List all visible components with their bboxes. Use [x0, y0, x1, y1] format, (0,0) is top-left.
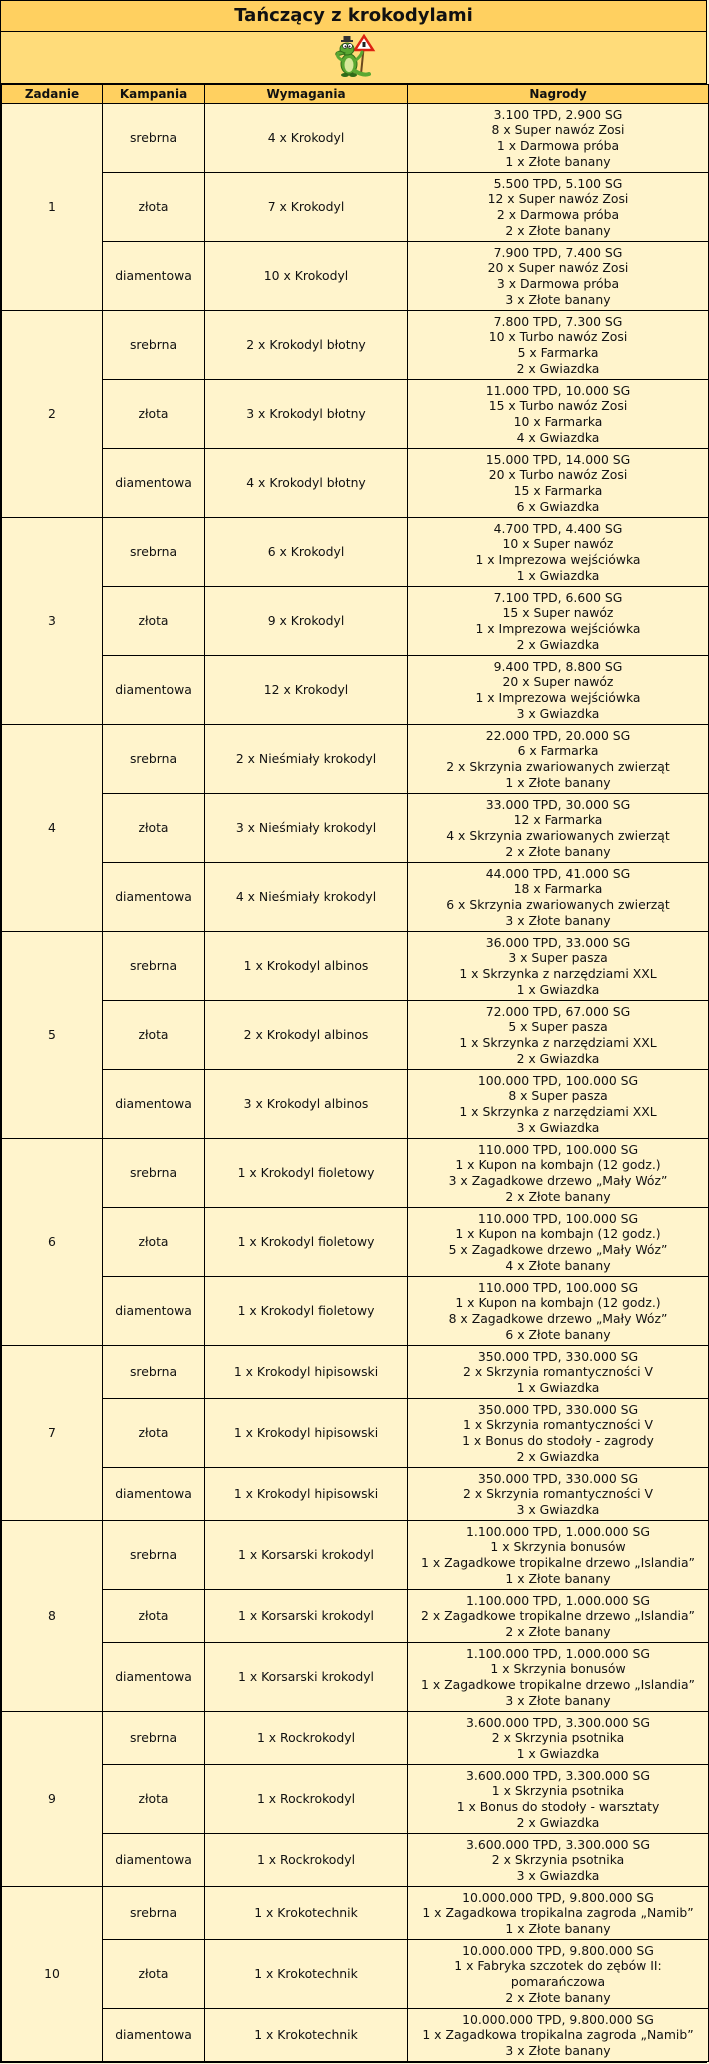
- rewards-table: [1, 84, 709, 2062]
- requirement-cell: 1 x Rockrokodyl: [205, 1834, 408, 1887]
- reward-line: 2 x Złote banany: [505, 1989, 611, 2005]
- rewards-cell: [408, 1468, 709, 1521]
- reward-line: 3 x Gwiazdka: [516, 1867, 600, 1883]
- campaign-cell: srebrna: [103, 725, 205, 794]
- task-number: 6: [2, 1139, 103, 1346]
- rewards-cell: [408, 656, 709, 725]
- table-row: [2, 1765, 709, 1834]
- reward-line: 2 x Złote banany: [505, 1188, 611, 1204]
- campaign-cell: złota: [103, 1590, 205, 1643]
- reward-line: 8 x Super pasza: [508, 1088, 608, 1104]
- reward-line: 15 x Farmarka: [513, 483, 603, 498]
- table-row: [2, 449, 709, 518]
- table-row: [2, 173, 709, 242]
- task-number: 7: [2, 1346, 103, 1521]
- rewards-cell: [408, 242, 709, 311]
- reward-line: 3 x Zagadkowe drzewo „Mały Wóz”: [448, 1173, 668, 1188]
- requirement-cell: 1 x Krokodyl fioletowy: [205, 1277, 408, 1346]
- reward-line: 1 x Skrzynka z narzędziami XXL: [459, 1035, 657, 1050]
- reward-line: 2 x Skrzynia romantyczności V: [463, 1364, 653, 1380]
- requirement-cell: 12 x Krokodyl: [205, 656, 408, 725]
- reward-line: 110.000 TPD, 100.000 SG: [477, 1279, 639, 1295]
- table-row: [2, 1521, 709, 1590]
- table-row: [2, 1208, 709, 1277]
- task-number: 4: [2, 725, 103, 932]
- requirement-cell: 6 x Krokodyl: [205, 518, 408, 587]
- campaign-cell: srebrna: [103, 104, 205, 173]
- reward-line: 1 x Zagadkowa tropikalna zagroda „Namib”: [422, 2027, 694, 2043]
- requirement-cell: 1 x Krokotechnik: [205, 2009, 408, 2062]
- rewards-cell: [408, 380, 709, 449]
- rewards-cell: [408, 725, 709, 794]
- requirement-cell: 1 x Krokodyl fioletowy: [205, 1139, 408, 1208]
- reward-line: 3 x Złote banany: [505, 912, 611, 928]
- rewards-cell: [408, 1643, 709, 1712]
- reward-line: 3 x Super pasza: [508, 950, 608, 966]
- requirement-cell: 3 x Krokodyl albinos: [205, 1070, 408, 1139]
- reward-line: 10 x Farmarka: [513, 414, 603, 429]
- rewards-cell: [408, 863, 709, 932]
- reward-line: 1 x Skrzynia bonusów: [490, 1661, 626, 1677]
- rewards-cell: [408, 587, 709, 656]
- requirement-cell: 1 x Krokodyl fioletowy: [205, 1208, 408, 1277]
- table-row: [2, 1001, 709, 1070]
- campaign-cell: diamentowa: [103, 863, 205, 932]
- reward-line: 1 x Imprezowa wejściówka: [475, 552, 641, 567]
- campaign-cell: diamentowa: [103, 2009, 205, 2062]
- campaign-cell: złota: [103, 587, 205, 656]
- reward-line: 5 x Farmarka: [517, 345, 599, 360]
- table-row: [2, 311, 709, 380]
- reward-line: 1 x Imprezowa wejściówka: [475, 621, 641, 636]
- reward-line: 22.000 TPD, 20.000 SG: [485, 727, 631, 743]
- reward-line: 350.000 TPD, 330.000 SG: [477, 1470, 639, 1486]
- page-title: Tańczący z krokodylami: [1, 1, 706, 32]
- table-row: [2, 587, 709, 656]
- reward-line: 1 x Kupon na kombajn (12 godz.): [455, 1157, 661, 1173]
- campaign-cell: diamentowa: [103, 1070, 205, 1139]
- table-row: [2, 1070, 709, 1139]
- campaign-cell: srebrna: [103, 311, 205, 380]
- campaign-cell: srebrna: [103, 1521, 205, 1590]
- reward-line: 1.100.000 TPD, 1.000.000 SG: [466, 1645, 650, 1661]
- rewards-cell: [408, 1590, 709, 1643]
- table-row: [2, 1468, 709, 1521]
- reward-line: 5 x Zagadkowe drzewo „Mały Wóz”: [448, 1242, 668, 1257]
- campaign-cell: złota: [103, 173, 205, 242]
- reward-line: 3.600.000 TPD, 3.300.000 SG: [466, 1767, 650, 1783]
- campaign-cell: srebrna: [103, 1139, 205, 1208]
- table-row: [2, 725, 709, 794]
- requirement-cell: 2 x Krokodyl błotny: [205, 311, 408, 380]
- rewards-cell: [408, 1139, 709, 1208]
- reward-line: 15 x Turbo nawóz Zosi: [488, 398, 628, 414]
- reward-line: 3.600.000 TPD, 3.300.000 SG: [466, 1836, 650, 1852]
- reward-line: 20 x Super nawóz: [502, 674, 614, 690]
- reward-line: 8 x Zagadkowe drzewo „Mały Wóz”: [448, 1311, 668, 1326]
- reward-line: 3 x Złote banany: [505, 291, 611, 307]
- reward-line: 72.000 TPD, 67.000 SG: [485, 1003, 631, 1019]
- campaign-cell: diamentowa: [103, 1834, 205, 1887]
- reward-line: 1 x Zagadkowa tropikalna zagroda „Namib”: [422, 1905, 694, 1921]
- reward-line: 3 x Złote banany: [505, 2042, 611, 2058]
- reward-line: 1 x Imprezowa wejściówka: [475, 690, 641, 705]
- rewards-cell: [408, 1765, 709, 1834]
- table-row: [2, 518, 709, 587]
- requirement-cell: 1 x Krokodyl hipisowski: [205, 1346, 408, 1399]
- task-number: 9: [2, 1712, 103, 1887]
- reward-line: 5.500 TPD, 5.100 SG: [493, 175, 623, 191]
- reward-line: 2 x Skrzynia psotnika: [491, 1852, 625, 1868]
- reward-line: 1 x Skrzynka z narzędziami XXL: [459, 966, 657, 981]
- reward-line: 2 x Złote banany: [505, 1623, 611, 1639]
- reward-line: 1.100.000 TPD, 1.000.000 SG: [466, 1523, 650, 1539]
- reward-line: 10 x Super nawóz: [502, 536, 614, 552]
- reward-line: 350.000 TPD, 330.000 SG: [477, 1401, 639, 1417]
- column-header-requirements: Wymagania: [205, 85, 408, 104]
- reward-line: 4 x Złote banany: [505, 1257, 611, 1273]
- requirement-cell: 1 x Rockrokodyl: [205, 1765, 408, 1834]
- campaign-cell: złota: [103, 1940, 205, 2009]
- reward-line: 1 x Gwiazdka: [516, 1379, 600, 1395]
- reward-line: 33.000 TPD, 30.000 SG: [485, 796, 631, 812]
- requirement-cell: 1 x Rockrokodyl: [205, 1712, 408, 1765]
- requirement-cell: 2 x Krokodyl albinos: [205, 1001, 408, 1070]
- reward-line: 36.000 TPD, 33.000 SG: [485, 934, 631, 950]
- reward-line: 1.100.000 TPD, 1.000.000 SG: [466, 1592, 650, 1608]
- reward-line: 3 x Gwiazdka: [516, 705, 600, 721]
- table-row: [2, 932, 709, 1001]
- reward-line: 3 x Darmowa próba: [496, 276, 620, 291]
- requirement-cell: 4 x Krokodyl błotny: [205, 449, 408, 518]
- reward-line: 6 x Farmarka: [517, 743, 599, 759]
- rewards-cell: [408, 1940, 709, 2009]
- campaign-cell: złota: [103, 1399, 205, 1468]
- requirement-cell: 1 x Korsarski krokodyl: [205, 1643, 408, 1712]
- reward-line: 8 x Super nawóz Zosi: [491, 122, 625, 138]
- rewards-cell: [408, 311, 709, 380]
- reward-line: 44.000 TPD, 41.000 SG: [485, 865, 631, 881]
- requirement-cell: 1 x Krokotechnik: [205, 1887, 408, 1940]
- table-row: [2, 794, 709, 863]
- reward-line: 3.600.000 TPD, 3.300.000 SG: [466, 1714, 650, 1730]
- reward-line: 15.000 TPD, 14.000 SG: [485, 451, 631, 467]
- table-row: [2, 242, 709, 311]
- table-row: [2, 104, 709, 173]
- reward-line: 3.100 TPD, 2.900 SG: [493, 106, 623, 122]
- requirement-cell: 4 x Nieśmiały krokodyl: [205, 863, 408, 932]
- campaign-cell: złota: [103, 380, 205, 449]
- reward-line: 12 x Farmarka: [513, 812, 603, 828]
- reward-line: 1 x Złote banany: [505, 1570, 611, 1586]
- task-number: 3: [2, 518, 103, 725]
- reward-line: 1 x Zagadkowe tropikalne drzewo „Islandia”: [421, 1677, 695, 1692]
- rewards-cell: [408, 1208, 709, 1277]
- rewards-cell: [408, 449, 709, 518]
- reward-line: 6 x Złote banany: [505, 1326, 611, 1342]
- requirement-cell: 1 x Korsarski krokodyl: [205, 1521, 408, 1590]
- rewards-cell: [408, 1070, 709, 1139]
- rewards-cell: [408, 794, 709, 863]
- reward-line: 3 x Gwiazdka: [516, 1501, 600, 1517]
- reward-line: 2 x Skrzynia romantyczności V: [463, 1486, 653, 1502]
- task-number: 10: [2, 1887, 103, 2062]
- campaign-cell: srebrna: [103, 518, 205, 587]
- reward-line: 7.100 TPD, 6.600 SG: [493, 589, 623, 605]
- reward-line: 7.900 TPD, 7.400 SG: [493, 244, 623, 260]
- rewards-cell: [408, 1521, 709, 1590]
- requirement-cell: 3 x Krokodyl błotny: [205, 380, 408, 449]
- reward-line: 1 x Bonus do stodoły - zagrody: [462, 1433, 654, 1448]
- reward-line: 15 x Super nawóz: [502, 605, 614, 621]
- campaign-cell: srebrna: [103, 1346, 205, 1399]
- table-row: [2, 656, 709, 725]
- reward-line: 2 x Zagadkowe tropikalne drzewo „Islandia”: [421, 1608, 695, 1624]
- reward-line: 100.000 TPD, 100.000 SG: [477, 1072, 639, 1088]
- reward-line: 1 x Bonus do stodoły - warsztaty: [456, 1799, 660, 1814]
- requirement-cell: 1 x Krokodyl albinos: [205, 932, 408, 1001]
- task-number: 8: [2, 1521, 103, 1712]
- column-header-task: Zadanie: [2, 85, 103, 104]
- table-row: [2, 380, 709, 449]
- table-body: [2, 104, 709, 2062]
- reward-line: 1 x Złote banany: [505, 1920, 611, 1936]
- requirement-cell: 2 x Nieśmiały krokodyl: [205, 725, 408, 794]
- rewards-cell: [408, 2009, 709, 2062]
- reward-line: 2 x Gwiazdka: [516, 1050, 600, 1066]
- reward-line: 2 x Złote banany: [505, 222, 611, 238]
- reward-line: 2 x Gwiazdka: [516, 1814, 600, 1830]
- table-row: [2, 1887, 709, 1940]
- reward-line: 20 x Turbo nawóz Zosi: [488, 467, 628, 483]
- reward-line: 20 x Super nawóz Zosi: [487, 260, 629, 276]
- reward-line: 350.000 TPD, 330.000 SG: [477, 1348, 639, 1364]
- reward-line: 1 x Kupon na kombajn (12 godz.): [455, 1295, 661, 1311]
- reward-line: 2 x Gwiazdka: [516, 636, 600, 652]
- campaign-cell: złota: [103, 1001, 205, 1070]
- campaign-cell: diamentowa: [103, 1277, 205, 1346]
- campaign-cell: diamentowa: [103, 1468, 205, 1521]
- rewards-cell: [408, 1346, 709, 1399]
- campaign-cell: złota: [103, 1208, 205, 1277]
- reward-line: 18 x Farmarka: [513, 881, 603, 897]
- reward-line: 7.800 TPD, 7.300 SG: [493, 313, 623, 329]
- requirement-cell: 1 x Krokodyl hipisowski: [205, 1468, 408, 1521]
- campaign-cell: złota: [103, 794, 205, 863]
- rewards-cell: [408, 1712, 709, 1765]
- rewards-cell: [408, 173, 709, 242]
- campaign-cell: złota: [103, 1765, 205, 1834]
- requirement-cell: 7 x Krokodyl: [205, 173, 408, 242]
- reward-line: 1 x Zagadkowe tropikalne drzewo „Islandia”: [421, 1555, 695, 1570]
- reward-line: 10.000.000 TPD, 9.800.000 SG: [462, 1942, 654, 1958]
- reward-line: 1 x Gwiazdka: [516, 981, 600, 997]
- rewards-cell: [408, 932, 709, 1001]
- requirement-cell: 1 x Korsarski krokodyl: [205, 1590, 408, 1643]
- reward-line: 1 x Złote banany: [505, 774, 611, 790]
- table-row: [2, 1712, 709, 1765]
- reward-line: 1 x Skrzynia romantyczności V: [463, 1417, 653, 1433]
- campaign-cell: srebrna: [103, 932, 205, 1001]
- reward-line: 11.000 TPD, 10.000 SG: [485, 382, 631, 398]
- reward-line: 2 x Złote banany: [505, 843, 611, 859]
- reward-line: 2 x Darmowa próba: [496, 207, 620, 222]
- reward-line: 1 x Darmowa próba: [496, 138, 620, 153]
- requirement-cell: 3 x Nieśmiały krokodyl: [205, 794, 408, 863]
- campaign-cell: diamentowa: [103, 1643, 205, 1712]
- reward-line: 4 x Gwiazdka: [516, 429, 600, 445]
- campaign-cell: srebrna: [103, 1887, 205, 1940]
- reward-line: 1 x Skrzynka z narzędziami XXL: [459, 1104, 657, 1119]
- reward-line: 10.000.000 TPD, 9.800.000 SG: [462, 1889, 654, 1905]
- rewards-cell: [408, 104, 709, 173]
- reward-line: 4 x Skrzynia zwariowanych zwierząt: [446, 828, 670, 843]
- reward-line: 110.000 TPD, 100.000 SG: [477, 1141, 639, 1157]
- reward-line: 1 x Skrzynia psotnika: [491, 1783, 625, 1799]
- column-header-rewards: Nagrody: [408, 85, 709, 104]
- rewards-cell: [408, 1399, 709, 1468]
- rewards-cell: [408, 518, 709, 587]
- reward-line: 1 x Złote banany: [505, 153, 611, 169]
- table-row: [2, 1940, 709, 2009]
- campaign-cell: diamentowa: [103, 656, 205, 725]
- requirement-cell: 1 x Krokodyl hipisowski: [205, 1399, 408, 1468]
- reward-line: 1 x Kupon na kombajn (12 godz.): [455, 1226, 661, 1242]
- reward-line: 1 x Gwiazdka: [516, 1745, 600, 1761]
- table-row: [2, 863, 709, 932]
- table-header-row: [2, 85, 709, 104]
- table-row: [2, 1399, 709, 1468]
- reward-line: 3 x Złote banany: [505, 1692, 611, 1708]
- task-number: 2: [2, 311, 103, 518]
- reward-line: 1 x Gwiazdka: [516, 567, 600, 583]
- campaign-cell: diamentowa: [103, 449, 205, 518]
- campaign-cell: srebrna: [103, 1712, 205, 1765]
- reward-line: 9.400 TPD, 8.800 SG: [493, 658, 623, 674]
- requirement-cell: 10 x Krokodyl: [205, 242, 408, 311]
- page-header: [1, 1, 706, 84]
- table-row: [2, 1590, 709, 1643]
- task-number: 5: [2, 932, 103, 1139]
- table-row: [2, 2009, 709, 2062]
- reward-line: 2 x Skrzynia zwariowanych zwierząt: [446, 759, 670, 774]
- crocodile-mascot-icon: [331, 34, 377, 80]
- rewards-cell: [408, 1001, 709, 1070]
- reward-line: 10 x Turbo nawóz Zosi: [488, 329, 628, 345]
- reward-line: 2 x Skrzynia psotnika: [491, 1730, 625, 1746]
- reward-line: 110.000 TPD, 100.000 SG: [477, 1210, 639, 1226]
- reward-line: 2 x Gwiazdka: [516, 360, 600, 376]
- rewards-cell: [408, 1277, 709, 1346]
- task-number: 1: [2, 104, 103, 311]
- rewards-cell: [408, 1834, 709, 1887]
- table-row: [2, 1834, 709, 1887]
- campaign-cell: diamentowa: [103, 242, 205, 311]
- column-header-campaign: Kampania: [103, 85, 205, 104]
- table-row: [2, 1346, 709, 1399]
- reward-line: 12 x Super nawóz Zosi: [487, 191, 629, 207]
- requirement-cell: 4 x Krokodyl: [205, 104, 408, 173]
- table-row: [2, 1643, 709, 1712]
- reward-line: 3 x Gwiazdka: [516, 1119, 600, 1135]
- reward-line: 6 x Gwiazdka: [516, 498, 600, 514]
- reward-line: 6 x Skrzynia zwariowanych zwierząt: [446, 897, 670, 912]
- reward-line: 10.000.000 TPD, 9.800.000 SG: [462, 2011, 654, 2027]
- table-row: [2, 1277, 709, 1346]
- reward-line: 1 x Skrzynia bonusów: [490, 1539, 626, 1555]
- requirement-cell: 1 x Krokotechnik: [205, 1940, 408, 2009]
- reward-line: 2 x Gwiazdka: [516, 1448, 600, 1464]
- requirement-cell: 9 x Krokodyl: [205, 587, 408, 656]
- rewards-cell: [408, 1887, 709, 1940]
- reward-line: 4.700 TPD, 4.400 SG: [493, 520, 623, 536]
- table-row: [2, 1139, 709, 1208]
- reward-line: 5 x Super pasza: [508, 1019, 608, 1035]
- reward-line: 1 x Fabryka szczotek do zębów II: pomarańczowa: [454, 1958, 662, 1989]
